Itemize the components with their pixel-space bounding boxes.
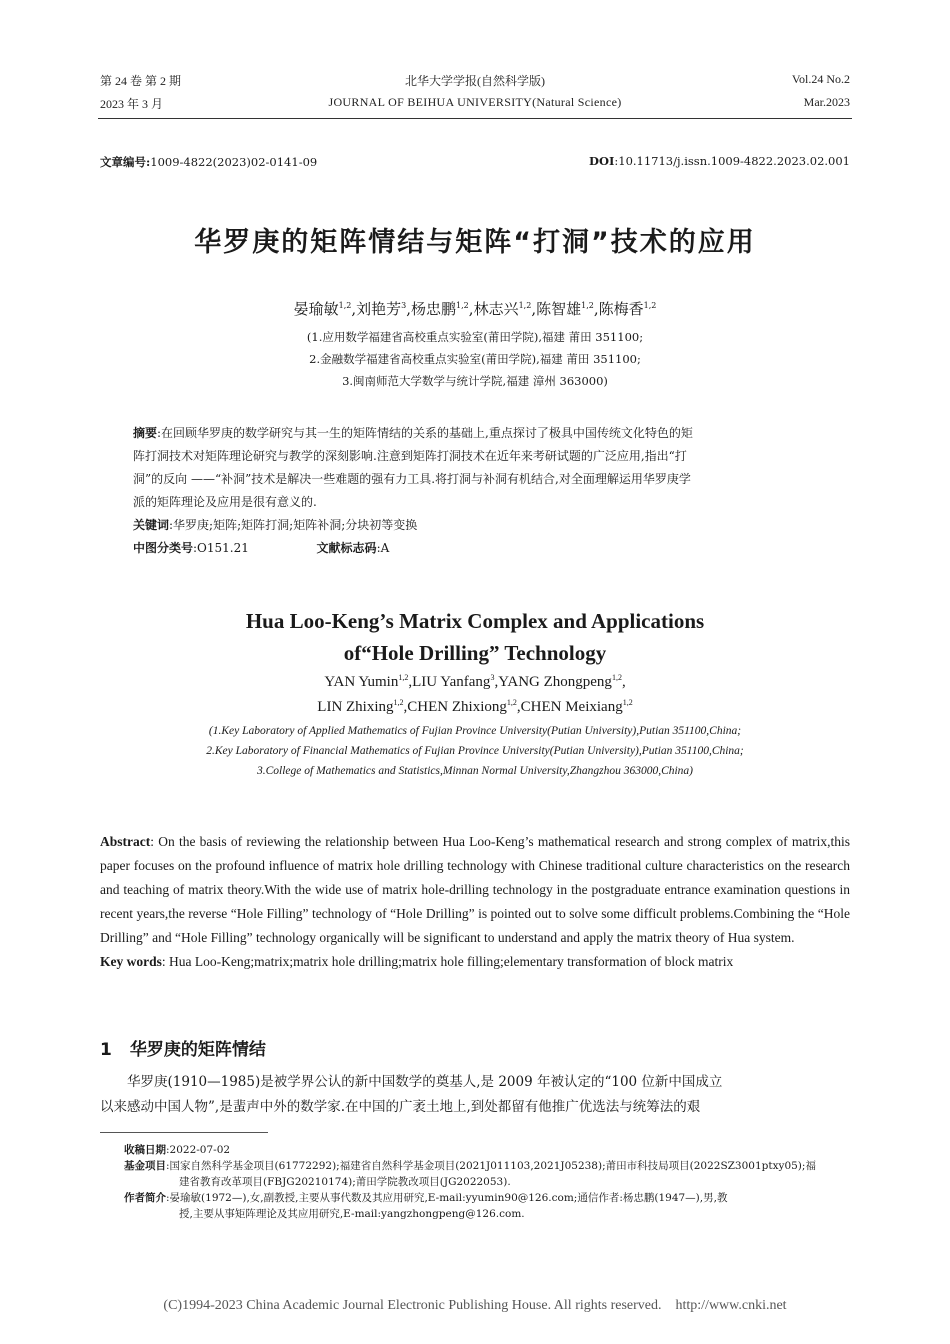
author-separator: ,: [351, 300, 357, 318]
author-cn-affiliation-mark: 1,2: [338, 301, 352, 310]
article-number-value: 1009-4822(2023)02-0141-09: [150, 155, 318, 169]
author-en-name: LIN Zhixing: [317, 699, 394, 715]
affiliation-cn-2: 2.金融数学福建省高校重点实验室(莆田学院),福建 莆田 351100;: [309, 352, 641, 366]
date-en: Mar.2023: [803, 95, 850, 109]
author-en-name: CHEN Zhixiong: [407, 699, 507, 715]
author-en-line: [0, 695, 950, 720]
author-cn-name: 陈智雄: [536, 300, 582, 318]
article-number: [100, 154, 317, 170]
abstract-cn: [133, 422, 819, 560]
abstract-cn-line-4: 派的矩阵理论及应用是很有意义的.: [133, 495, 317, 509]
author-en-affiliation-mark: 1,2: [611, 673, 622, 682]
author-en-affiliation-mark: 1,2: [506, 698, 517, 707]
author-en-name: CHEN Meixiang: [520, 699, 623, 715]
footnote-funding: [124, 1158, 852, 1174]
author-en-affiliation-mark: 1,2: [622, 698, 633, 707]
keywords-cn-label: 关键词: [133, 518, 170, 532]
article-number-label: 文章编号:: [100, 155, 151, 169]
footnote-received: [124, 1142, 852, 1158]
affiliations-cn: [0, 326, 950, 392]
author-separator: ,: [516, 699, 521, 715]
keywords-cn-value: :华罗庚;矩阵;矩阵打洞;矩阵补洞;分块初等变换: [169, 518, 418, 532]
author-cn-name: 陈梅香: [598, 300, 644, 318]
affiliation-en-3: 3.College of Mathematics and Statistics,Minnan Normal University,Zhangzhou 363000,China): [256, 765, 694, 777]
title-en-line-1: Hua Loo-Keng’s Matrix Complex and Applications: [245, 609, 705, 633]
abstract-cn-line-1: :在回顾华罗庚的数学研究与其一生的矩阵情结的关系的基础上,重点探讨了极具中国传统文化特色的矩: [157, 426, 693, 440]
authors-en: [0, 670, 950, 720]
author-en-affiliation-mark: 3: [490, 673, 495, 682]
copyright-footer: (C)1994-2023 China Academic Journal Electronic Publishing House. All rights reserved. http://www.cnki.net: [163, 1298, 787, 1313]
footnote-author-line-1: :晏瑜敏(1972—),女,副教授,主要从事代数及其应用研究,E-mail:yyumin90@126.com;通信作者:杨忠鹏(1947—),男,教: [166, 1192, 728, 1204]
affiliation-en-2: 2.Key Laboratory of Financial Mathematics of Fujian Province University(Putian University),Putian 351100,China;: [206, 745, 744, 757]
author-cn-name: 杨忠鹏: [411, 300, 457, 318]
footnote-received-label: 收稿日期: [124, 1144, 166, 1156]
doc-code-value: :A: [376, 541, 390, 555]
footnotes: [124, 1142, 852, 1222]
author-en-affiliation-mark: 1,2: [398, 673, 409, 682]
doi-label: DOI: [589, 154, 615, 168]
author-separator: ,: [403, 699, 408, 715]
header-rule: [98, 118, 852, 119]
title-cn: 华罗庚的矩阵情结与矩阵“打洞”技术的应用: [194, 227, 756, 258]
author-cn-affiliation-mark: 1,2: [456, 301, 469, 310]
footnote-funding-line-1: :国家自然科学基金项目(61772292);福建省自然科学基金项目(2021J011103,2021J05238);莆田市科技局项目(2022SZ3001ptxy05);福: [166, 1160, 816, 1172]
affiliation-cn-1: (1.应用数学福建省高校重点实验室(莆田学院),福建 莆田 351100;: [306, 330, 644, 344]
footnote-funding-line-2: 建省教育改革项目(FBJG20210174);莆田学院教改项目(JG2022053).: [179, 1176, 511, 1188]
abstract-en-text: : On the basis of reviewing the relationship between Hua Loo-Keng’s mathematical research and strong complex of matrix,this paper focuses on the profound influence of matrix hole drilling technology with Chinese traditional culture characteristics on the research and teaching of matrix theory.With the wide use of matrix hole-drilling technology in the postgraduate entrance examination questions in recent years,the reverse “Hole Filling” technology of “Hole Drilling” is pointed out to solve some difficult problems.Combining the “Hole Drilling” and “Hole Filling” technology organically will be significant to understand and apply the matrix theory of Hua system.: [100, 834, 850, 945]
classification-line: [133, 537, 819, 560]
author-cn-affiliation-mark: 1,2: [643, 301, 657, 310]
volume-issue-en: Vol.24 No.2: [791, 72, 850, 86]
author-cn-affiliation-mark: 1,2: [581, 301, 594, 310]
affiliation-cn-3: 3.闽南师范大学数学与统计学院,福建 漳州 363000): [342, 374, 608, 388]
author-separator: ,: [468, 300, 474, 318]
clc-value: :O151.21: [193, 541, 249, 555]
author-separator: ,: [408, 674, 413, 690]
doi: [589, 154, 850, 168]
body-line-2: 以来感动中国人物”,是蜚声中外的数学家.在中国的广袤土地上,到处都留有他推广优选法与统筹法的艰: [100, 1099, 701, 1115]
abstract-cn-line-3: 洞”的反向 ——“补洞”技术是解决一些难题的强有力工具.将打洞与补洞有机结合,对全面理解运用华罗庚学: [133, 472, 691, 486]
keywords-en-value: : Hua Loo-Keng;matrix;matrix hole drilling;matrix hole filling;elementary transformation of block matrix: [161, 954, 734, 969]
abstract-en-label: Abstract: [100, 834, 151, 849]
author-en-line: [0, 670, 950, 695]
affiliation-en-1: (1.Key Laboratory of Applied Mathematics of Fujian Province University(Putian University),Putian 351100,China;: [208, 725, 742, 737]
section-body: [100, 1070, 852, 1120]
author-en-name: YANG Zhongpeng: [498, 674, 612, 690]
author-cn-affiliation-mark: 1,2: [518, 301, 532, 310]
author-cn-name: 晏瑜敏: [293, 300, 339, 318]
keywords-en: [100, 950, 850, 974]
abstract-cn-label: 摘要: [133, 426, 158, 440]
doi-value: :10.11713/j.issn.1009-4822.2023.02.001: [614, 154, 850, 168]
footnote-author-label: 作者简介: [124, 1192, 166, 1204]
authors-cn: [0, 298, 950, 319]
section-heading: [100, 1035, 266, 1060]
journal-name-cn: 北华大学学报(自然科学版): [405, 74, 545, 88]
journal-name-en: JOURNAL OF BEIHUA UNIVERSITY(Natural Science): [328, 95, 622, 109]
author-cn-name: 林志兴: [473, 300, 519, 318]
author-separator: ,: [593, 300, 599, 318]
abstract-en: [100, 830, 850, 974]
title-en: [0, 605, 950, 669]
section-number: 1: [100, 1040, 112, 1060]
footnote-author-line-2: 授,主要从事矩阵理论及其应用研究,E-mail:yangzhongpeng@126.com.: [179, 1208, 525, 1220]
author-en-name: YAN Yumin: [324, 674, 399, 690]
clc-label: 中图分类号: [133, 541, 194, 555]
abstract-cn-line-2: 阵打洞技术对矩阵理论研究与教学的深刻影响.注意到矩阵打洞技术在近年来考研试题的广泛应用,指出“打: [133, 449, 687, 463]
author-separator: ,: [531, 300, 537, 318]
footnote-received-value: :2022-07-02: [166, 1144, 231, 1156]
title-en-line-2: of“Hole Drilling” Technology: [343, 641, 607, 665]
author-separator: ,: [494, 674, 499, 690]
keywords-cn: [133, 514, 819, 537]
footnote-funding-label: 基金项目: [124, 1160, 166, 1172]
footnote-author: [124, 1190, 852, 1206]
author-separator: ,: [406, 300, 412, 318]
footnote-rule: [100, 1132, 268, 1133]
volume-issue-cn: 第 24 卷 第 2 期: [100, 74, 182, 88]
author-en-name: LIU Yanfang: [412, 674, 491, 690]
date-cn: 2023 年 3 月: [100, 97, 164, 111]
author-en-affiliation-mark: 1,2: [393, 698, 404, 707]
author-separator: ,: [621, 674, 626, 690]
author-cn-affiliation-mark: 3: [401, 301, 407, 310]
author-cn-name: 刘艳芳: [356, 300, 402, 318]
section-title: 华罗庚的矩阵情结: [129, 1040, 266, 1060]
keywords-en-label: Key words: [100, 954, 162, 969]
affiliations-en: [0, 721, 950, 781]
doc-code-label: 文献标志码: [316, 541, 377, 555]
body-line-1: 华罗庚(1910—1985)是被学界公认的新中国数学的奠基人,是 2009 年被认定的“100 位新中国成立: [127, 1074, 723, 1090]
